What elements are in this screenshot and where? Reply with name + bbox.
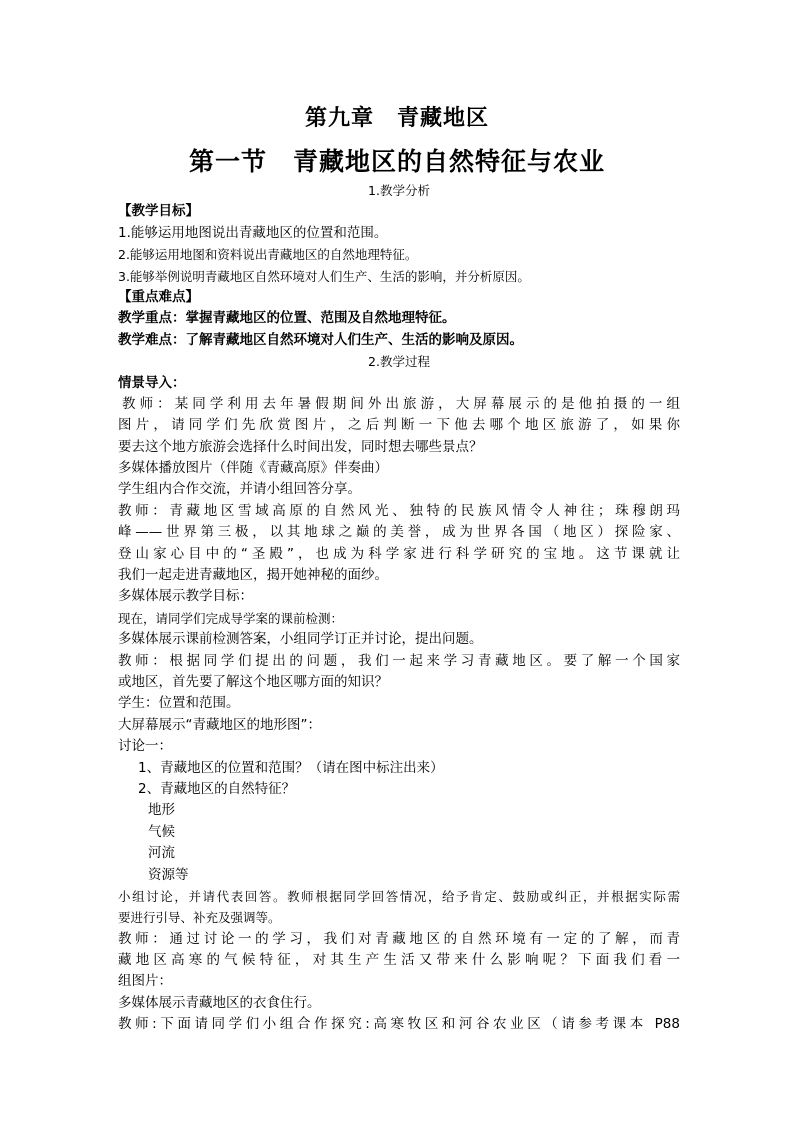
chapter-title: 第九章 青藏地区	[304, 105, 489, 131]
objective-item: 3.能够举例说明青藏地区自然环境对人们生产、生活的影响，并分析原因。	[118, 268, 530, 284]
paragraph-line: 要去这个地方旅游会选择什么时间出发，同时想去哪些景点？	[118, 438, 483, 455]
paragraph-line: 组图片：	[118, 973, 172, 990]
feature-item: 地形	[148, 802, 175, 819]
paragraph-line: 多媒体播放图片（伴随《青藏高原》伴奏曲）	[118, 460, 388, 477]
difficult-point: 教学难点：了解青藏地区自然环境对人们生产、生活的影响及原因。	[118, 331, 523, 348]
paragraph-line: 现在，请同学们完成导学案的课前检测：	[118, 610, 344, 626]
paragraph-line: 要进行引导、补充及强调等。	[118, 910, 281, 926]
paragraph-line: 图片，请同学们先欣赏图片，之后判断一下他去哪个地区旅游了，如果你	[118, 417, 680, 434]
paragraph-line: 藏地区高寒的气候特征，对其生产生活又带来什么影响呢？下面我们看一	[118, 952, 680, 969]
section-title: 第一节 青藏地区的自然特征与农业	[188, 147, 605, 176]
heading-key-points: 【重点难点】	[118, 288, 199, 305]
objective-item: 1.能够运用地图说出青藏地区的位置和范围。	[118, 224, 388, 241]
paragraph-line: 教师:下面请同学们小组合作探究:高寒牧区和河谷农业区（请参考课本 P88	[118, 1016, 680, 1033]
paragraph-line: 多媒体展示教学目标：	[118, 588, 253, 605]
paragraph-line: 多媒体展示课前检测答案，小组同学订正并讨论，提出问题。	[118, 631, 483, 648]
paragraph-line: 小组讨论，并请代表回答。教师根据同学回答情况，给予肯定、鼓励或纠正，并根据实际需	[118, 888, 680, 904]
subheading-analysis: 1.教学分析	[368, 183, 430, 198]
paragraph-line: 峰——世界第三极，以其地球之巅的美誉，成为世界各国（地区）探险家、	[118, 524, 680, 541]
paragraph-line: 登山家心目中的“圣殿”，也成为科学家进行科学研究的宝地。这节课就让	[118, 545, 680, 562]
subheading-process: 2.教学过程	[368, 354, 430, 370]
heading-objectives: 【教学目标】	[118, 203, 199, 220]
paragraph-line: 讨论一：	[118, 738, 172, 755]
feature-item: 河流	[148, 845, 175, 862]
paragraph-line: 或地区，首先要了解这个地区哪方面的知识？	[118, 673, 388, 690]
paragraph-line: 学生：位置和范围。	[118, 695, 240, 712]
heading-introduction: 情景导入：	[118, 374, 186, 391]
paragraph-line: 教师：青藏地区雪域高原的自然风光、独特的民族风情令人神往；珠穆朗玛	[118, 502, 680, 519]
paragraph-line: 教师：通过讨论一的学习，我们对青藏地区的自然环境有一定的了解，而青	[118, 930, 680, 947]
discussion-question: 1、青藏地区的位置和范围？（请在图中标注出来）	[138, 759, 444, 776]
document-body	[118, 180, 680, 1036]
paragraph-line: 我们一起走进青藏地区，揭开她神秘的面纱。	[118, 567, 388, 584]
paragraph-line: 学生组内合作交流，并请小组回答分享。	[118, 481, 361, 498]
feature-item: 资源等	[148, 866, 189, 883]
discussion-question: 2、青藏地区的自然特征？	[138, 780, 296, 797]
feature-item: 气候	[148, 823, 175, 840]
paragraph-line: 教师：某同学利用去年暑假期间外出旅游，大屏幕展示的是他拍摄的一组	[122, 395, 680, 412]
key-point: 教学重点：掌握青藏地区的位置、范围及自然地理特征。	[118, 310, 456, 327]
paragraph-line: 大屏幕展示“青藏地区的地形图”：	[118, 716, 321, 733]
objective-item: 2.能够运用地图和资料说出青藏地区的自然地理特征。	[118, 247, 418, 263]
paragraph-line: 多媒体展示青藏地区的衣食住行。	[118, 994, 321, 1011]
paragraph-line: 教师：根据同学们提出的问题，我们一起来学习青藏地区。要了解一个国家	[118, 652, 680, 669]
